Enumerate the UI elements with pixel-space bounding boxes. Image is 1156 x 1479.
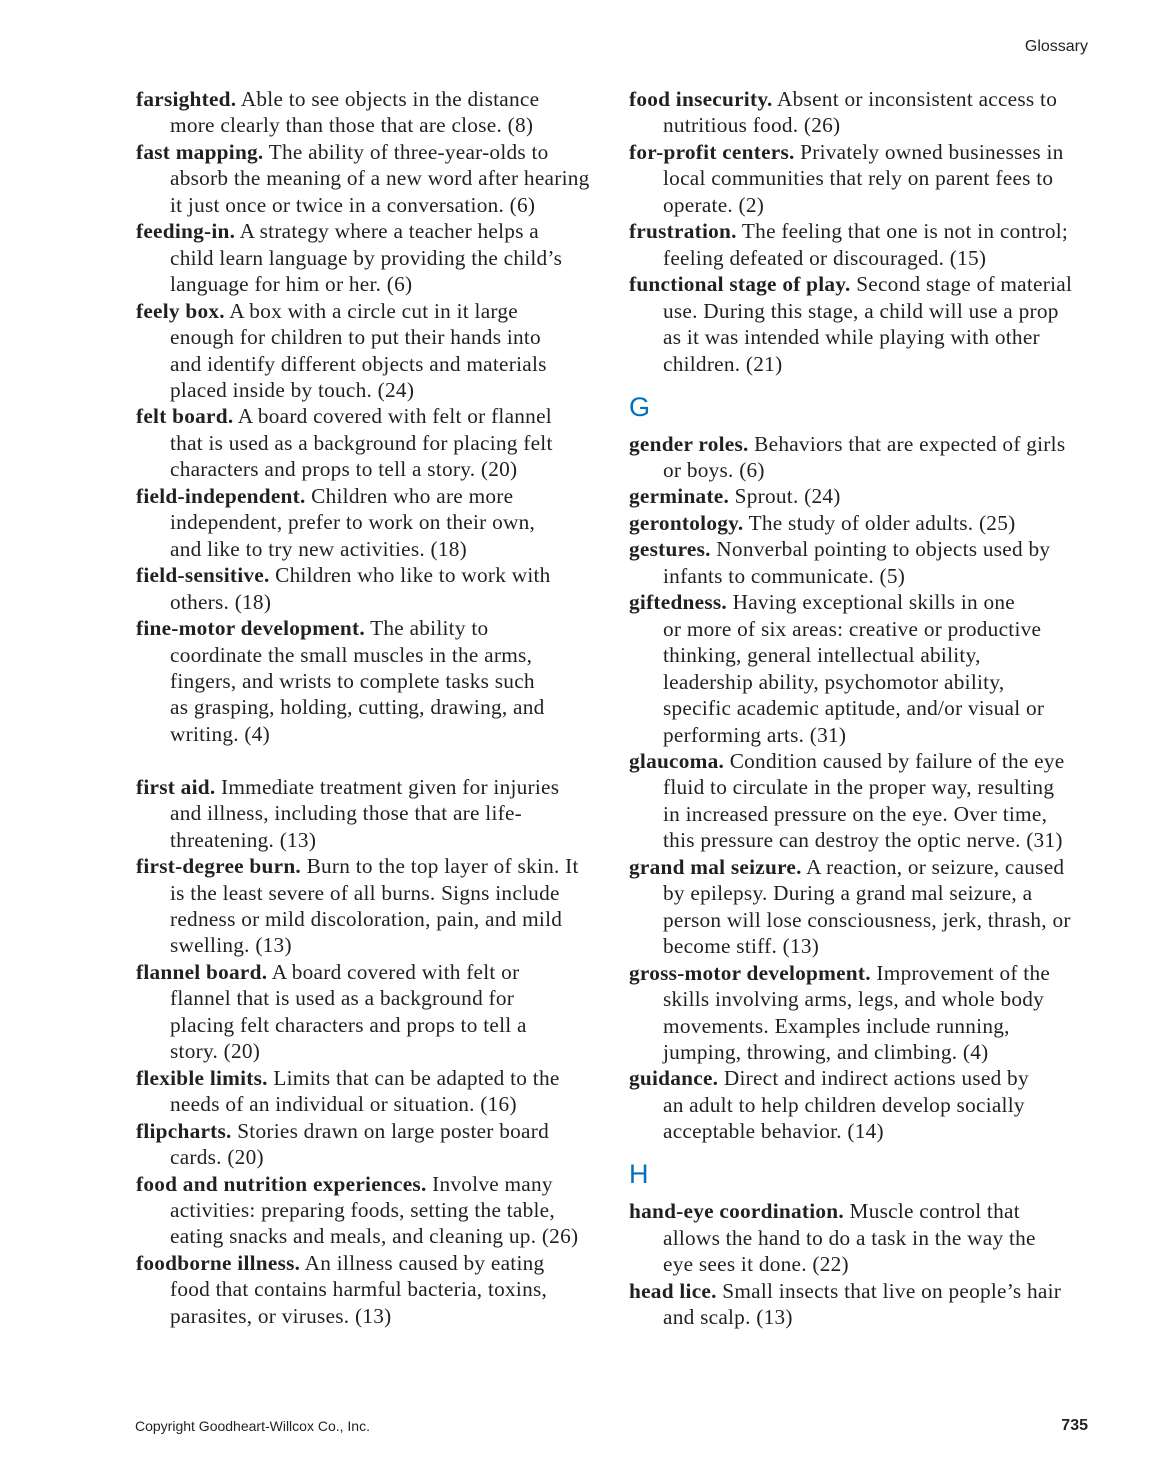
definition-line: performing arts. (31) — [663, 722, 847, 747]
definition-line: parasites, or viruses. (13) — [170, 1303, 392, 1328]
glossary-entry — [629, 960, 1099, 1066]
glossary-term: gender roles. — [629, 431, 749, 456]
definition-line: The study of older adults. (25) — [748, 510, 1016, 535]
glossary-term: for-profit centers. — [629, 139, 795, 164]
definition-line: nutritious food. (26) — [663, 113, 841, 138]
definition-line: fluid to circulate in the proper way, resulting — [663, 775, 1055, 800]
definition-line: child learn language by providing the child’s — [170, 245, 563, 270]
definition-line: flannel that is used as a background for — [170, 986, 515, 1011]
definition-line: The feeling that one is not in control; — [741, 219, 1069, 244]
glossary-term: head lice. — [629, 1278, 717, 1303]
glossary-right-column — [629, 86, 1099, 1331]
definition-line: Stories drawn on large poster board — [237, 1118, 549, 1143]
glossary-term: grand mal seizure. — [629, 854, 802, 879]
definition-line: Absent or inconsistent access to — [777, 87, 1058, 111]
definition-line: jumping, throwing, and climbing. (4) — [663, 1040, 989, 1064]
definition-line: swelling. (13) — [170, 933, 292, 958]
definition-line: Muscle control that — [849, 1199, 1020, 1224]
definition-line: eye sees it done. (22) — [663, 1252, 849, 1277]
spacer — [136, 747, 606, 773]
definition-line: become stiff. (13) — [663, 934, 820, 959]
definition-line: language for him or her. (6) — [170, 272, 413, 297]
definition-line: Second stage of material — [856, 272, 1073, 297]
glossary-term: gross-motor development. — [629, 960, 871, 985]
definition-line: others. (18) — [170, 589, 272, 614]
glossary-term: first aid. — [136, 774, 216, 799]
definition-line: Nonverbal pointing to objects used by — [716, 537, 1051, 562]
definition-line: Burn to the top layer of skin. It — [306, 854, 579, 879]
running-header: Glossary — [1024, 38, 1088, 55]
definition-line: cards. (20) — [170, 1145, 264, 1170]
glossary-term: first-degree burn. — [136, 854, 301, 879]
definition-line: Children who like to work with — [275, 563, 551, 588]
glossary-entry — [136, 1065, 606, 1118]
glossary-term: feely box. — [136, 298, 225, 323]
glossary-entry — [136, 1250, 606, 1329]
definition-line: in increased pressure on the eye. Over time, — [663, 801, 1048, 826]
definition-line: A board covered with felt or — [271, 959, 520, 984]
definition-line: by epilepsy. During a grand mal seizure, a — [663, 881, 1033, 906]
definition-line: and like to try new activities. (18) — [170, 536, 468, 561]
definition-line: Immediate treatment given for injuries — [220, 774, 560, 799]
definition-line: feeling defeated or discouraged. (15) — [663, 245, 987, 270]
definition-line: A box with a circle cut in it large — [229, 298, 518, 323]
definition-line: and identify different objects and materials — [170, 351, 547, 376]
definition-line: A reaction, or seizure, caused — [806, 854, 1065, 879]
glossary-entry — [136, 86, 606, 139]
definition-line: coordinate the small muscles in the arms, — [170, 642, 533, 667]
definition-line: enough for children to put their hands into — [170, 325, 541, 350]
definition-line: A strategy where a teacher helps a — [239, 219, 540, 244]
glossary-left-column — [136, 86, 606, 1329]
definition-line: an adult to help children develop socially — [663, 1092, 1025, 1117]
glossary-entry — [136, 403, 606, 482]
glossary-term: flannel board. — [136, 959, 268, 984]
definition-line: Having exceptional skills in one — [732, 590, 1016, 615]
definition-line: use. During this stage, a child will use a prop — [663, 298, 1059, 323]
glossary-entry — [629, 1065, 1099, 1144]
glossary-entry — [629, 431, 1099, 484]
definition-line: redness or mild discoloration, pain, and mild — [170, 907, 563, 932]
definition-line: Improvement of the — [876, 960, 1051, 985]
definition-line: and scalp. (13) — [663, 1305, 793, 1330]
definition-line: movements. Examples include running, — [663, 1013, 1010, 1038]
glossary-entry — [629, 536, 1099, 589]
definition-line: person will lose consciousness, jerk, thrash, or — [663, 907, 1071, 932]
glossary-term: field-independent. — [136, 483, 306, 508]
definition-line: specific academic aptitude, and/or visual or — [663, 696, 1045, 721]
glossary-term: felt board. — [136, 404, 234, 429]
definition-line: this pressure can destroy the optic nerve. (31) — [663, 828, 1063, 853]
definition-line: absorb the meaning of a new word after hearing — [170, 166, 590, 191]
definition-line: placing felt characters and props to tell a — [170, 1012, 527, 1037]
definition-line: is the least severe of all burns. Signs include — [170, 880, 560, 905]
definition-line: that is used as a background for placing felt — [170, 430, 553, 455]
copyright-notice: Copyright Goodheart-Willcox Co., Inc. — [135, 1418, 370, 1434]
glossary-entry — [136, 615, 606, 747]
glossary-term: germinate. — [629, 484, 730, 509]
glossary-entry — [136, 483, 606, 562]
glossary-term: guidance. — [629, 1066, 719, 1091]
definition-line: thinking, general intellectual ability, — [663, 643, 981, 668]
definition-line: acceptable behavior. (14) — [663, 1119, 884, 1144]
definition-line: story. (20) — [170, 1039, 261, 1064]
glossary-entry — [629, 139, 1099, 218]
glossary-entry — [629, 483, 1099, 509]
glossary-entry — [136, 774, 606, 853]
glossary-entry — [629, 854, 1099, 960]
glossary-entry — [136, 139, 606, 218]
definition-line: fingers, and wrists to complete tasks such — [170, 668, 535, 693]
definition-line: children. (21) — [663, 351, 783, 376]
glossary-entry — [629, 589, 1099, 748]
glossary-term: farsighted. — [136, 87, 237, 111]
glossary-term: hand-eye coordination. — [629, 1199, 844, 1224]
glossary-term: functional stage of play. — [629, 272, 851, 297]
definition-line: or more of six areas: creative or productive — [663, 616, 1042, 641]
definition-line: The ability of three-year-olds to — [268, 139, 549, 164]
glossary-term: gestures. — [629, 537, 711, 562]
definition-line: An illness caused by eating — [304, 1250, 545, 1275]
definition-line: or boys. (6) — [663, 458, 765, 483]
definition-line: independent, prefer to work on their own, — [170, 510, 536, 535]
glossary-entry — [136, 853, 606, 959]
definition-line: Able to see objects in the distance — [240, 87, 540, 111]
glossary-entry — [136, 1118, 606, 1171]
glossary-entry — [629, 271, 1099, 377]
glossary-term: gerontology. — [629, 510, 744, 535]
glossary-entry — [136, 1171, 606, 1250]
definition-line: Limits that can be adapted to the — [273, 1065, 560, 1090]
definition-line: Direct and indirect actions used by — [723, 1066, 1029, 1091]
glossary-term: foodborne illness. — [136, 1250, 301, 1275]
definition-line: allows the hand to do a task in the way the — [663, 1225, 1036, 1250]
definition-line: placed inside by touch. (24) — [170, 377, 415, 402]
definition-line: it just once or twice in a conversation. (6) — [170, 192, 536, 217]
definition-line: Children who are more — [311, 483, 514, 508]
definition-line: infants to communicate. (5) — [663, 563, 906, 588]
definition-line: leadership ability, psychomotor ability, — [663, 669, 1005, 694]
definition-line: characters and props to tell a story. (20) — [170, 457, 518, 482]
definition-line: needs of an individual or situation. (16) — [170, 1092, 517, 1117]
glossary-term: food and nutrition experiences. — [136, 1171, 427, 1196]
glossary-entry — [136, 298, 606, 404]
definition-line: A board covered with felt or flannel — [237, 404, 552, 429]
glossary-entry — [136, 562, 606, 615]
definition-line: Privately owned businesses in — [800, 139, 1064, 164]
glossary-term: glaucoma. — [629, 749, 725, 774]
glossary-term: flipcharts. — [136, 1118, 232, 1143]
definition-line: eating snacks and meals, and cleaning up. (26) — [170, 1224, 579, 1249]
definition-line: activities: preparing foods, setting the table, — [170, 1198, 555, 1223]
definition-line: Condition caused by failure of the eye — [729, 749, 1065, 774]
glossary-entry — [629, 1198, 1099, 1277]
glossary-entry — [629, 1278, 1099, 1331]
glossary-term: frustration. — [629, 219, 737, 244]
glossary-term: giftedness. — [629, 590, 727, 615]
definition-line: The ability to — [370, 616, 489, 641]
page-number: 735 — [1061, 1417, 1088, 1434]
glossary-term: fast mapping. — [136, 139, 264, 164]
glossary-entry — [136, 959, 606, 1065]
definition-line: local communities that rely on parent fees to — [663, 166, 1054, 191]
glossary-term: fine-motor development. — [136, 616, 365, 641]
glossary-entry — [629, 510, 1099, 536]
definition-line: Behaviors that are expected of girls — [754, 431, 1066, 456]
definition-line: as grasping, holding, cutting, drawing, and — [170, 695, 545, 720]
definition-line: threatening. (13) — [170, 827, 317, 852]
definition-line: writing. (4) — [170, 721, 271, 746]
glossary-entry — [629, 218, 1099, 271]
glossary-entry — [629, 86, 1099, 139]
definition-line: Sprout. (24) — [734, 484, 841, 509]
glossary-term: feeding-in. — [136, 219, 236, 244]
glossary-term: flexible limits. — [136, 1065, 268, 1090]
glossary-entry — [629, 748, 1099, 854]
definition-line: Involve many — [432, 1171, 553, 1196]
section-letter-heading: H — [629, 1159, 649, 1190]
glossary-entry — [136, 218, 606, 297]
definition-line: more clearly than those that are close. (8) — [170, 113, 534, 138]
definition-line: as it was intended while playing with other — [663, 325, 1040, 350]
definition-line: operate. (2) — [663, 192, 765, 217]
definition-line: food that contains harmful bacteria, toxins, — [170, 1277, 548, 1302]
section-letter-heading: G — [629, 391, 651, 422]
glossary-term: food insecurity. — [629, 87, 773, 111]
definition-line: skills involving arms, legs, and whole body — [663, 987, 1045, 1012]
definition-line: and illness, including those that are life- — [170, 801, 522, 826]
glossary-term: field-sensitive. — [136, 563, 270, 588]
definition-line: Small insects that live on people’s hair — [722, 1278, 1062, 1303]
